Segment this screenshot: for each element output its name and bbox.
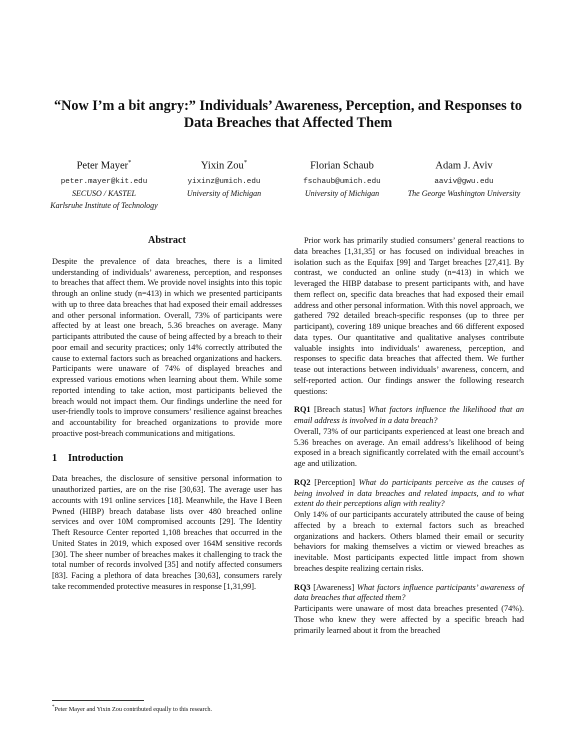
paper-title: “Now I’m a bit angry:” Individuals’ Awareness, Perception, and Responses to Data Breaches that Affected Them [54, 98, 522, 131]
author-name: Yixin Zou* [200, 159, 248, 172]
author-affiliation: SECUSO / KASTEL [71, 188, 136, 198]
author-3 [278, 156, 406, 200]
author-affiliation: The George Washington University [407, 188, 521, 198]
rq-label: RQ3 [294, 582, 311, 592]
author-4 [392, 156, 536, 200]
rq-answer: Only 14% of our participants accurately attributed the cause of being affected by a breach to external factors such as breached organizations and hackers. Others blamed their email or security behaviors for making themselves a victim or viewed breaches as inevitable. Most participants expected little impact from shown breaches despite realizing certain risks. [294, 510, 524, 573]
author-name: Peter Mayer* [76, 159, 132, 172]
rq-tag: [Breach status] [313, 405, 366, 415]
rq-question: What factors influence the likelihood that an email address is involved in a data breach? [294, 405, 525, 425]
rq-answer: Participants were unaware of most data breaches presented (74%). Those who knew they were affected by a specific breach had primarily learned about it from the breached [294, 604, 524, 635]
author-email[interactable]: peter.mayer@kit.edu [60, 177, 148, 186]
author-affiliation: University of Michigan [186, 188, 262, 198]
footnote-rule [52, 700, 144, 701]
research-question-3 [294, 583, 524, 637]
author-name: Adam J. Aviv [435, 160, 493, 172]
section-heading-introduction [52, 454, 282, 465]
author-1 [40, 156, 168, 212]
rq-label: RQ2 [294, 477, 311, 487]
rq-question: What do participants perceive as the causes of being involved in data breaches and related impacts, and to what extent do their perceptions align with reality? [294, 477, 525, 509]
author-email[interactable]: fschaub@umich.edu [303, 177, 381, 186]
section-title: Introduction [68, 452, 124, 464]
author-2 [160, 156, 288, 200]
introduction-paragraph: Data breaches, the disclosure of sensitive personal information to unauthorized parties, are on the rise [30,63]. The average user has accounts with 191 online services [18]. Meanwhile, the Have I Been Pwned (HIBP) breach database lists over 480 breached online services and over 10M compromised accounts [29]. The Identity Theft Resource Center reported 1,108 breaches that occurred in the United States in 2019, which exposed over 164M sensitive records [30]. The sheer number of breaches makes it challenging to track the total number of records involved [35] and notify affected consumers [83]. Facing a plethora of data breaches [30,63], consumers rarely take recommended protective measures in response [1,31,99]. [52, 474, 282, 591]
rq-label: RQ1 [294, 405, 311, 415]
author-email[interactable]: yixinz@umich.edu [187, 177, 261, 186]
rq-question: What factors influence participants’ awareness of data breaches that affected them? [294, 582, 524, 603]
research-question-1 [294, 405, 524, 470]
author-name: Florian Schaub [310, 160, 374, 172]
abstract-text: Despite the prevalence of data breaches, there is a limited understanding of individuals’ awareness, perception, and responses to breaches that affect them. We provide novel insights into this topic through an online study (n=413) in which we presented participants with up to three data breaches that had exposed their email addresses and other personal information. Overall, 73% of participants were affected by at least one breach, 5.36 breaches on average. Many participants attributed the cause of being affected by a breach to their poor email and security practices; only 14% correctly attributed the cause to external factors such as breached organizations and hackers. Participants were unaware of 74% of displayed breaches and expressed various emotions when learning about them. While some reported intending to take action, most participants believed the breach would not impact them. Our findings underline the need for user-friendly tools to improve consumers’ resilience against breaches and accountability for breached organizations to provide more proactive post-breach communications and mitigations. [52, 256, 282, 438]
introduction-paragraph-2: Prior work has primarily studied consumers’ general reactions to data breaches [1,31,35] or has focused on individual breaches in isolation such as the Equifax [99] and Target breaches [27,41]. By contrast, we conducted an online study (n=413) in which we leveraged the HIBP database to present participants with, and have them reflect on, specific data breaches that had exposed their email address and other personal information. With this novel approach, we gathered 792 detailed breach-specific responses (up to three per participant), covering 189 unique breaches and 66 different exposed data types. Our quantitative and qualitative analyses contribute valuable insights into individuals’ awareness, perception, and responses to specific data breaches that affected them. We further tease out interactions between individuals’ awareness, concern, and self-reported action. Our findings answer the following research questions: [294, 236, 524, 396]
rq-tag: [Perception] [314, 477, 356, 487]
author-affiliation: University of Michigan [304, 188, 380, 198]
left-column [52, 236, 282, 593]
right-column [294, 236, 524, 636]
abstract-heading: Abstract [148, 235, 186, 246]
footnote: *Peter Mayer and Yixin Zou contributed equally to this research. [52, 705, 213, 714]
research-question-2 [294, 478, 524, 575]
rq-tag: [Awareness] [313, 582, 355, 592]
author-affiliation: Karlsruhe Institute of Technology [50, 200, 158, 210]
section-number: 1 [52, 452, 58, 464]
author-email[interactable]: aaviv@gwu.edu [434, 177, 494, 186]
rq-answer: Overall, 73% of our participants experienced at least one breach and 5.36 breaches on average. An email address’s likelihood of being exposed in a breach significantly correlated with the email account’s age and utilization. [294, 426, 524, 468]
